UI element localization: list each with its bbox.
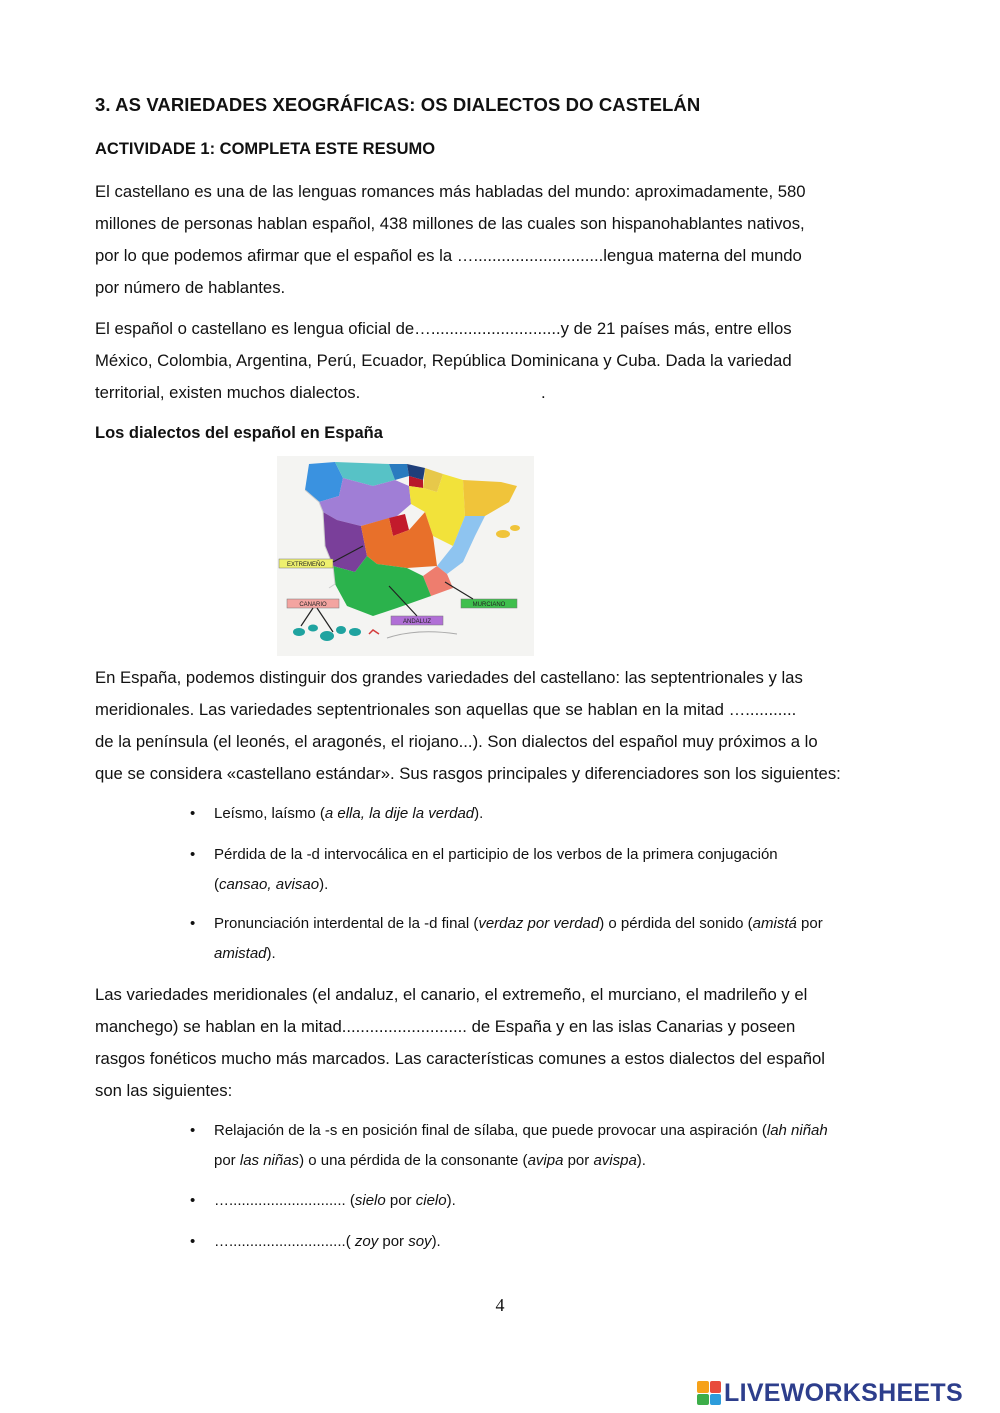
paragraph3-line: meridionales. Las variedades septentrionales son aquellas que se hablan en la mitad …........... bbox=[95, 700, 797, 719]
bullet-interdental: Pronunciación interdental de la -d final (verdaz por verdad) o pérdida del sonido (amistá por bbox=[214, 915, 823, 932]
region-catalonia bbox=[463, 480, 517, 516]
liveworksheets-logo-icon bbox=[697, 1381, 721, 1405]
bullet-dot: • bbox=[190, 1122, 196, 1139]
bullet-dot: • bbox=[190, 915, 196, 932]
bullet-relajacion-cont: por las niñas) o una pérdida de la consonante (avipa por avispa). bbox=[214, 1152, 646, 1169]
map-graphic bbox=[277, 456, 534, 656]
paragraph3-line: que se considera «castellano estándar». Sus rasgos principales y diferenciadores son los siguientes: bbox=[95, 764, 841, 783]
bullet-relajacion: Relajación de la -s en posición final de sílaba, que puede provocar una aspiración (lah niñah bbox=[214, 1122, 828, 1139]
brand-text: LIVEWORKSHEETS bbox=[724, 1378, 963, 1407]
bullet-dot: • bbox=[190, 805, 196, 822]
map-label-murciano: MURCIANO bbox=[472, 602, 506, 608]
bullet-perdida-d: Pérdida de la -d intervocálica en el participio de los verbos de la primera conjugación bbox=[214, 846, 778, 863]
paragraph4-line: rasgos fonéticos mucho más marcados. Las características comunes a estos dialectos del español bbox=[95, 1049, 825, 1068]
paragraph2-line: territorial, existen muchos dialectos. bbox=[95, 383, 361, 402]
map-label-andaluz: ANDALUZ bbox=[402, 619, 432, 625]
spain-dialects-map bbox=[277, 456, 534, 656]
paragraph4-line: son las siguientes: bbox=[95, 1081, 233, 1100]
bullet-dot: • bbox=[190, 846, 196, 863]
arrow bbox=[317, 608, 333, 632]
paragraph1-line: El castellano es una de las lenguas romances más habladas del mundo: aproximadamente, 580 bbox=[95, 182, 806, 201]
map-label-canario: CANARIO bbox=[299, 602, 327, 608]
paragraph4-line: Las variedades meridionales (el andaluz, el canario, el extremeño, el murciano, el madrileño y el bbox=[95, 985, 808, 1004]
paragraph3-line: En España, podemos distinguir dos grandes variedades del castellano: las septentrionales y las bbox=[95, 668, 803, 687]
region-galicia bbox=[305, 462, 343, 502]
bullet-leismo: Leísmo, laísmo (a ella, la dije la verdad). bbox=[214, 805, 484, 822]
bullet-dot: • bbox=[190, 1233, 196, 1250]
page-heading: 3. AS VARIEDADES XEOGRÁFICAS: OS DIALECTOS DO CASTELÁN bbox=[95, 94, 701, 115]
bullet-ceceo: …............................( zoy por soy). bbox=[214, 1233, 441, 1250]
bullet-interdental-cont: amistad). bbox=[214, 945, 276, 962]
bullet-dot: • bbox=[190, 1192, 196, 1209]
arrow bbox=[301, 608, 313, 626]
region-balearic bbox=[496, 530, 510, 538]
bullet-perdida-d-cont: (cansao, avisao). bbox=[214, 876, 329, 893]
activity-title: ACTIVIDADE 1: COMPLETA ESTE RESUMO bbox=[95, 140, 436, 158]
map-section-title: Los dialectos del español en España bbox=[95, 424, 383, 442]
liveworksheets-brand[interactable] bbox=[697, 1378, 963, 1408]
paragraph2-line: México, Colombia, Argentina, Perú, Ecuador, República Dominicana y Cuba. Dada la variedad bbox=[95, 351, 792, 370]
paragraph4-line: manchego) se hablan en la mitad........................... de España y en las islas Canarias y poseen bbox=[95, 1017, 796, 1036]
map-label-extremeno: EXTREMEÑO bbox=[286, 562, 326, 568]
bullet-seseo: …............................ (sielo por cielo). bbox=[214, 1192, 456, 1209]
paragraph1-line: por número de hablantes. bbox=[95, 278, 286, 297]
paragraph1-line: por lo que podemos afirmar que el español es la …............................lengua materna del mundo bbox=[95, 246, 802, 265]
paragraph3-line: de la península (el leonés, el aragonés, el riojano...). Son dialectos del español muy próximos a lo bbox=[95, 732, 818, 751]
paragraph1-line: millones de personas hablan español, 438 millones de las cuales son hispanohablantes nativos, bbox=[95, 214, 805, 233]
paragraph2-trailing-dot: . bbox=[541, 383, 546, 402]
region-canary bbox=[293, 628, 305, 636]
arrow bbox=[445, 582, 473, 599]
page-number: 4 bbox=[495, 1295, 505, 1315]
paragraph2-line: El español o castellano es lengua oficial de…............................y de 21 países más, entre ellos bbox=[95, 319, 792, 338]
